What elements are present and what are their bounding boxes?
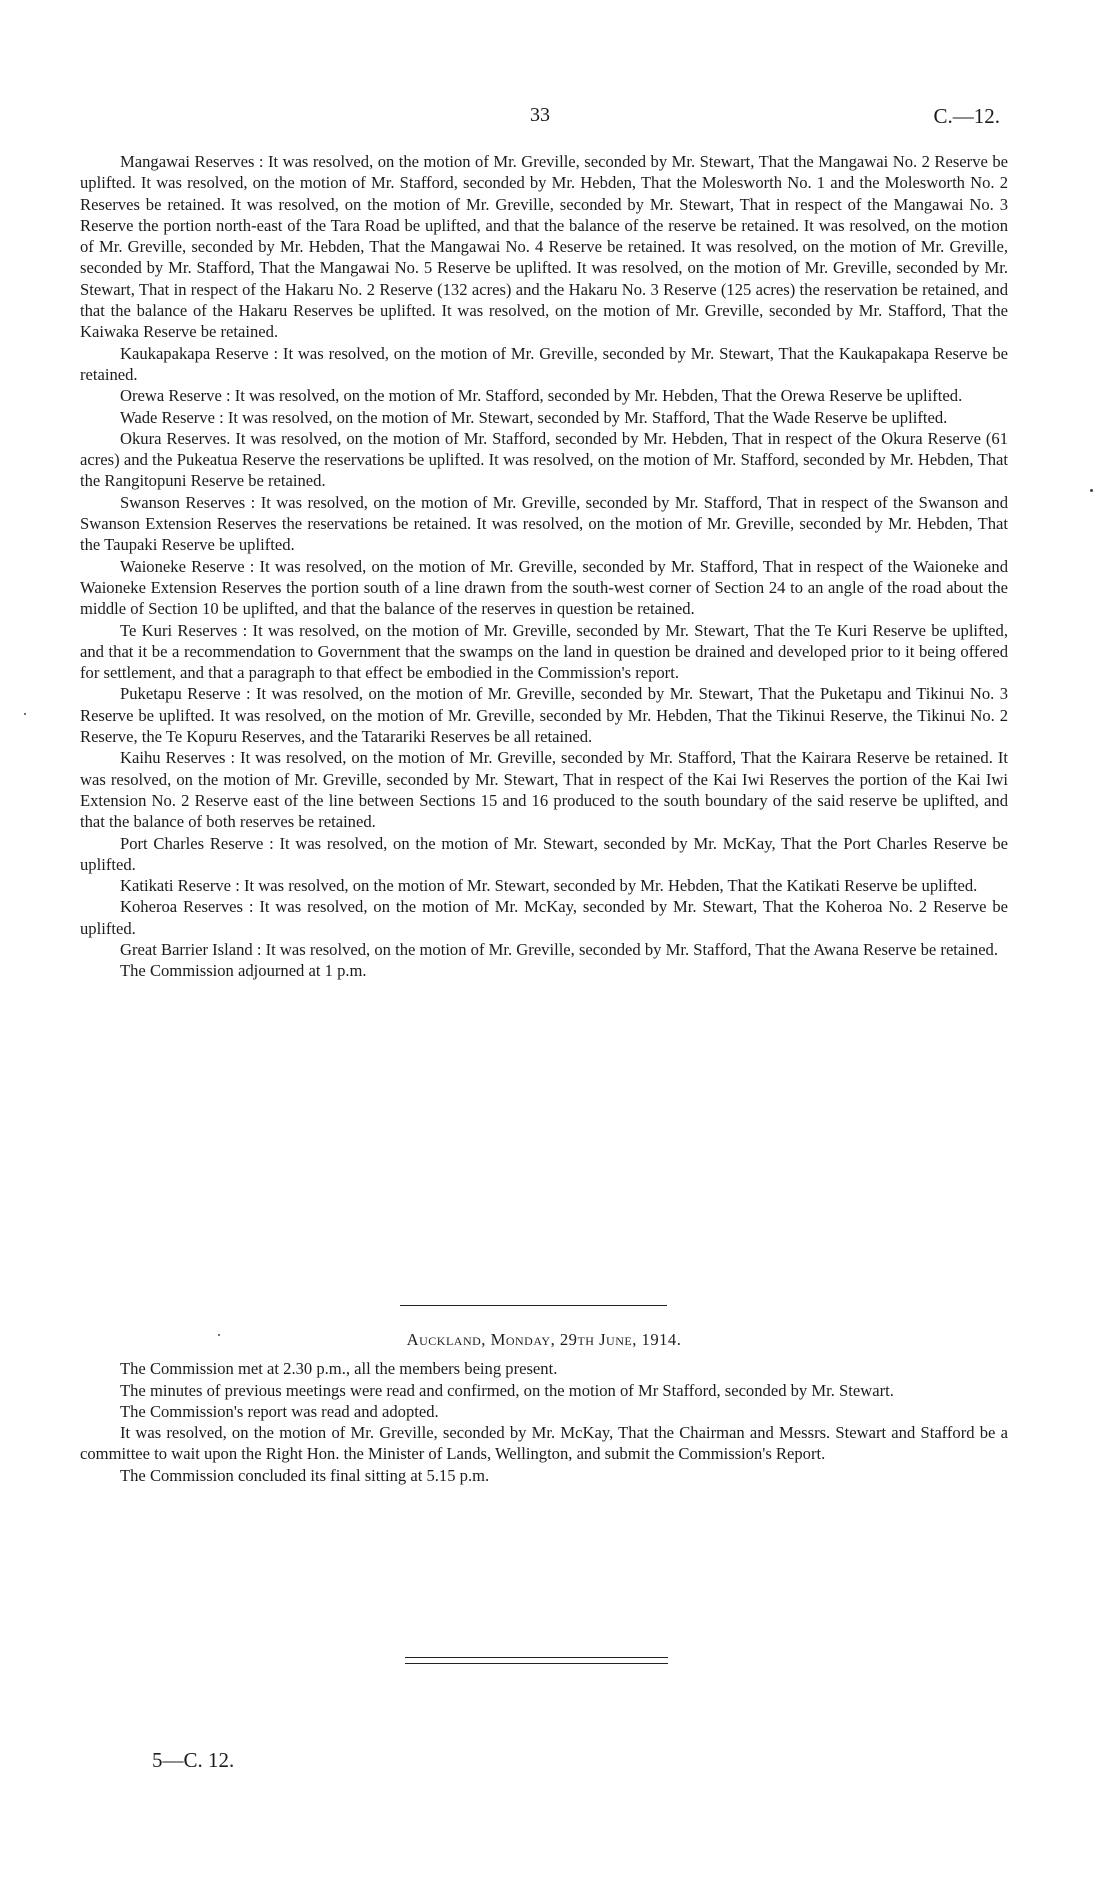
paragraph-waioneke-reserve: Waioneke Reserve : It was resolved, on the motion of Mr. Greville, seconded by Mr. Stafford, That in respect of the Waioneke and Waioneke Extension Reserves the portion south of a line drawn from the south-west corner of Section 24 to an angle of the road about the middle of Section 10 be uplifted, and that the balance of the reserves in question be retained. [80,556,1008,619]
end-rule-lower [405,1663,668,1664]
minutes-body [80,151,1008,982]
paragraph-adjournment: The Commission adjourned at 1 p.m. [120,961,367,981]
paragraph-port-charles-reserve: Port Charles Reserve : It was resolved, on the motion of Mr. Stewart, seconded by Mr. McKay, That the Port Charles Reserve be uplifted. [80,833,1008,874]
paragraph-minutes-confirmed: The minutes of previous meetings were read and confirmed, on the motion of Mr Stafford, seconded by Mr. Stewart. [120,1380,894,1400]
paragraph-kaihu-reserves: Kaihu Reserves : It was resolved, on the motion of Mr. Greville, seconded by Mr. Stafford, That the Kairara Reserve be retained. It was resolved, on the motion of Mr. Greville, seconded by Mr. Stewart, That in respect of the Kai Iwi Reserves the portion of the Kai Iwi Extension No. 2 Reserve east of the line between Sections 15 and 16 produced to the south boundary of the said reserve be uplifted, and that the balance of both reserves be retained. [80,748,1008,832]
section-divider [400,1305,667,1306]
scan-speck [1090,489,1093,492]
scan-speck [218,1334,220,1336]
final-sitting-section [80,1329,1008,1486]
paragraph-mangawai-reserves: Mangawai Reserves : It was resolved, on the motion of Mr. Greville, seconded by Mr. Stewart, That the Mangawai No. 2 Reserve be uplifted. It was resolved, on the motion of Mr. Stafford, seconded by Mr. Hebden, That the Molesworth No. 1 and the Molesworth No. 2 Reserves be retained. It was resolved, on the motion of Mr. Greville, seconded by Mr. Stewart, That in respect of the Mangawai No. 3 Reserve the portion north-east of the Tara Road be uplifted, and that the balance of the reserve be retained. It was resolved, on the motion of Mr. Greville, seconded by Mr. Hebden, That the Mangawai No. 4 Reserve be retained. It was resolved, on the motion of Mr. Greville, seconded by Mr. Stafford, That the Mangawai No. 5 Reserve be uplifted. It was resolved, on the motion of Mr. Greville, seconded by Mr. Stewart, That in respect of the Hakaru No. 2 Reserve (132 acres) and the Hakaru No. 3 Reserve (125 acres) the reservation be retained, and that the balance of the Hakaru Reserves be uplifted. It was resolved, on the motion of Mr. Greville, seconded by Mr. Stafford, That the Kaiwaka Reserve be retained. [80,152,1008,342]
paragraph-wade-reserve: Wade Reserve : It was resolved, on the motion of Mr. Stewart, seconded by Mr. Stafford, That the Wade Reserve be uplifted. [120,407,948,427]
paragraph-great-barrier-island: Great Barrier Island : It was resolved, on the motion of Mr. Greville, seconded by Mr. Stafford, That the Awana Reserve be retained. [120,939,999,959]
dateline: Auckland, Monday, 29th June, 1914. [406,1330,682,1349]
page-number: 33 [530,104,550,126]
paragraph-committee-appointed: It was resolved, on the motion of Mr. Greville, seconded by Mr. McKay, That the Chairman and Messrs. Stewart and Stafford be a committee to wait upon the Right Hon. the Minister of Lands, Wellington, and submit the Commission's Report. [80,1423,1008,1464]
page-header [80,104,1000,134]
paragraph-te-kuri-reserves: Te Kuri Reserves : It was resolved, on the motion of Mr. Greville, seconded by Mr. Stewart, That the Te Kuri Reserve be uplifted, and that it be a recommendation to Government that the swamps on the land in question be drained and developed prior to it being offered for settlement, and that a paragraph to that effect be embodied in the Commission's report. [80,620,1008,683]
paragraph-report-adopted: The Commission's report was read and adopted. [120,1401,439,1421]
paragraph-orewa-reserve: Orewa Reserve : It was resolved, on the motion of Mr. Stafford, seconded by Mr. Hebden, That the Orewa Reserve be uplifted. [120,386,963,406]
scan-speck [24,713,26,715]
footer-reference: 5—C. 12. [152,1748,235,1772]
end-rule-upper [405,1657,668,1658]
paragraph-koheroa-reserves: Koheroa Reserves : It was resolved, on the motion of Mr. McKay, seconded by Mr. Stewart, That the Koheroa No. 2 Reserve be uplifted. [80,897,1008,938]
paragraph-meeting-opened: The Commission met at 2.30 p.m., all the members being present. [120,1359,558,1379]
paragraph-katikati-reserve: Katikati Reserve : It was resolved, on the motion of Mr. Stewart, seconded by Mr. Hebden, That the Katikati Reserve be uplifted. [120,876,978,896]
paragraph-okura-reserves: Okura Reserves. It was resolved, on the motion of Mr. Stafford, seconded by Mr. Hebden, That in respect of the Okura Reserve (61 acres) and the Pukeatua Reserve the reservations be uplifted. It was resolved, on the motion of Mr. Stafford, seconded by Mr. Hebden, That the Rangitopuni Reserve be retained. [80,428,1008,491]
paragraph-final-sitting: The Commission concluded its final sitting at 5.15 p.m. [120,1465,490,1485]
document-reference: C.—12. [933,104,1000,128]
paragraph-kaukapakapa-reserve: Kaukapakapa Reserve : It was resolved, on the motion of Mr. Greville, seconded by Mr. Stewart, That the Kaukapakapa Reserve be retained. [80,343,1008,384]
paragraph-puketapu-reserve: Puketapu Reserve : It was resolved, on the motion of Mr. Greville, seconded by Mr. Stewart, That the Puketapu and Tikinui No. 3 Reserve be uplifted. It was resolved, on the motion of Mr. Greville, seconded by Mr. Hebden, That the Tikinui Reserve, the Tikinui No. 2 Reserve, the Te Kopuru Reserves, and the Tatarariki Reserves be all retained. [80,684,1008,747]
paragraph-swanson-reserves: Swanson Reserves : It was resolved, on the motion of Mr. Greville, seconded by Mr. Stafford, That in respect of the Swanson and Swanson Extension Reserves the reservations be retained. It was resolved, on the motion of Mr. Greville, seconded by Mr. Hebden, That the Taupaki Reserve be uplifted. [80,492,1008,555]
